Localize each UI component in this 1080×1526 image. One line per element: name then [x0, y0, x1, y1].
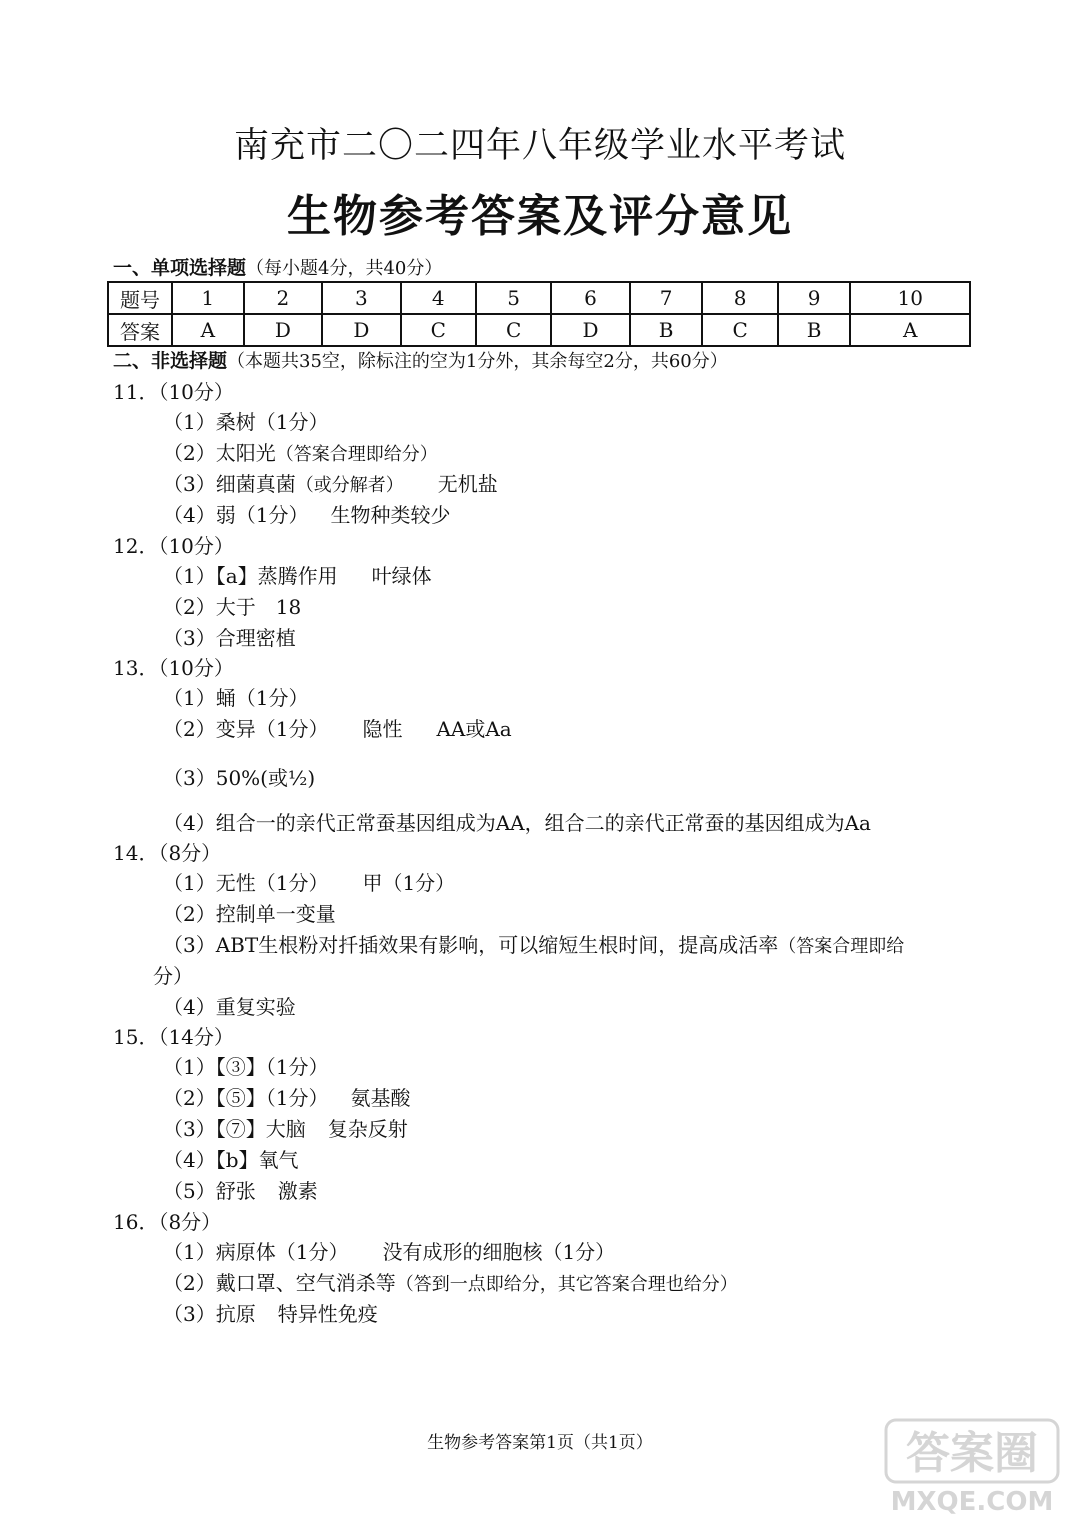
q16-item-3 — [163, 1298, 378, 1327]
q14-item-3-note: （答案合理即给 — [778, 936, 905, 957]
q16-item-2-note: （答到一点即给分，其它答案合理也给分） — [395, 1274, 738, 1295]
q11-item-3-note: （或分解者） — [295, 475, 404, 496]
question-11-label: 11．（10分） — [113, 380, 234, 404]
q14-item-1 — [163, 867, 455, 896]
question-number: 10 — [850, 282, 970, 314]
q11-item-4-answer: （4）弱（1分） — [163, 503, 309, 527]
q11-item-2-answer: （2）太阳光 — [163, 441, 276, 465]
q12-item-2: （2）大于 18 — [163, 595, 302, 619]
q13-item-2-answer-2: 隐性 — [362, 717, 403, 741]
q15-item-3-answer-2: 复杂反射 — [327, 1117, 408, 1141]
question-number: 7 — [630, 282, 703, 314]
q12-item-1 — [163, 560, 432, 589]
answer-cell: C — [401, 314, 476, 346]
section1-note: （每小题4分，共40分） — [246, 258, 443, 279]
section2-title: 二、非选择题 — [113, 350, 228, 372]
q15-item-1: （1）【③】（1分） — [163, 1055, 329, 1079]
question-12-label: 12．（10分） — [113, 534, 234, 558]
q15-item-5-answer-2: 激素 — [277, 1179, 318, 1203]
question-number: 5 — [476, 282, 551, 314]
answer-cell: C — [702, 314, 777, 346]
q14-item-1-answer-2: 甲（1分） — [362, 871, 456, 895]
q16-item-1-answer: （1）病原体（1分） — [163, 1240, 349, 1264]
q14-item-3-answer: （3）ABT生根粉对扦插效果有影响，可以缩短生根时间，提高成活率 — [163, 933, 779, 957]
q14-item-3 — [163, 929, 904, 958]
q15-item-2 — [163, 1082, 410, 1111]
section2-heading — [113, 346, 728, 373]
watermark-url: MXQE.COM — [890, 1487, 1054, 1517]
q15-item-2-answer-2: 氨基酸 — [350, 1086, 411, 1110]
q11-item-3 — [163, 468, 498, 497]
question-14-label: 14．（8分） — [113, 841, 222, 865]
table-row-answers — [108, 314, 970, 346]
q13-item-2 — [163, 713, 512, 742]
q15-item-3 — [163, 1113, 408, 1142]
q15-item-4: （4）【b】氧气 — [163, 1148, 299, 1172]
answer-cell: B — [778, 314, 851, 346]
question-number: 3 — [322, 282, 401, 314]
q13-item-2-answer: （2）变异（1分） — [163, 717, 329, 741]
q11-item-4-answer-2: 生物种类较少 — [330, 503, 451, 527]
watermark-text: 答案圈 — [906, 1428, 1038, 1479]
question-number: 6 — [551, 282, 630, 314]
answer-cell: C — [476, 314, 551, 346]
q16-item-1 — [163, 1236, 615, 1265]
question-13-label: 13．（10分） — [113, 656, 234, 680]
answer-cell: A — [172, 314, 244, 346]
q11-item-4 — [163, 499, 450, 528]
q12-item-1-answer: （1）【a】蒸腾作用 — [163, 564, 338, 588]
q13-item-3: （3）50%(或½) — [163, 766, 316, 790]
q13-item-1: （1）蛹（1分） — [163, 686, 309, 710]
q11-item-2 — [163, 437, 438, 466]
question-number: 8 — [702, 282, 777, 314]
row-label-number: 题号 — [108, 282, 172, 314]
question-number: 2 — [244, 282, 323, 314]
answer-cell: D — [244, 314, 323, 346]
q16-item-3-answer-2: 特异性免疫 — [277, 1302, 378, 1326]
question-number: 1 — [172, 282, 244, 314]
question-number: 9 — [778, 282, 851, 314]
answer-cell: D — [551, 314, 630, 346]
q14-item-1-answer: （1）无性（1分） — [163, 871, 329, 895]
q11-item-1: （1）桑树（1分） — [163, 410, 329, 434]
q16-item-2 — [163, 1267, 738, 1296]
q13-item-2-answer-3: AA或Aa — [436, 717, 512, 741]
q14-item-2: （2）控制单一变量 — [163, 902, 336, 926]
q15-item-5-answer: （5）舒张 — [163, 1179, 256, 1203]
table-row-numbers — [108, 282, 970, 314]
q12-item-3: （3）合理密植 — [163, 626, 296, 650]
answer-cell: A — [850, 314, 970, 346]
q16-item-1-answer-2: 没有成形的细胞核（1分） — [382, 1240, 616, 1264]
section1-title: 一、单项选择题 — [113, 257, 247, 279]
question-number: 4 — [401, 282, 476, 314]
q11-item-3-answer-2: 无机盐 — [437, 472, 498, 496]
answer-cell: D — [322, 314, 401, 346]
answer-cell: B — [630, 314, 703, 346]
section2-note: （本题共35空，除标注的空为1分外，其余每空2分，共60分） — [227, 351, 728, 372]
q16-item-3-answer: （3）抗原 — [163, 1302, 256, 1326]
q15-item-2-answer: （2）【⑤】（1分） — [163, 1086, 329, 1110]
question-15-label: 15．（14分） — [113, 1025, 234, 1049]
q15-item-5 — [163, 1175, 318, 1204]
row-label-answer: 答案 — [108, 314, 172, 346]
q11-item-3-answer: （3）细菌真菌 — [163, 472, 296, 496]
question-16-label: 16．（8分） — [113, 1210, 222, 1234]
section1-heading — [113, 253, 442, 280]
q12-item-1-answer-2: 叶绿体 — [371, 564, 432, 588]
page-footer: 生物参考答案第1页（共1页） — [427, 1433, 653, 1453]
q16-item-2-answer: （2）戴口罩、空气消杀等 — [163, 1271, 396, 1295]
watermark-logo — [880, 1412, 1065, 1517]
q14-item-3-note-continued: 分） — [153, 964, 193, 988]
q11-item-2-note: （答案合理即给分） — [275, 444, 438, 465]
q14-item-4: （4）重复实验 — [163, 995, 296, 1019]
choice-answer-table — [107, 281, 971, 347]
q15-item-3-answer: （3）【⑦】大脑 — [163, 1117, 306, 1141]
document-title: 生物参考答案及评分意见 — [287, 191, 793, 242]
q13-item-4: （4）组合一的亲代正常蚕基因组成为AA，组合二的亲代正常蚕的基因组成为Aa — [163, 811, 871, 835]
exam-title: 南充市二〇二四年八年级学业水平考试 — [233, 126, 846, 166]
